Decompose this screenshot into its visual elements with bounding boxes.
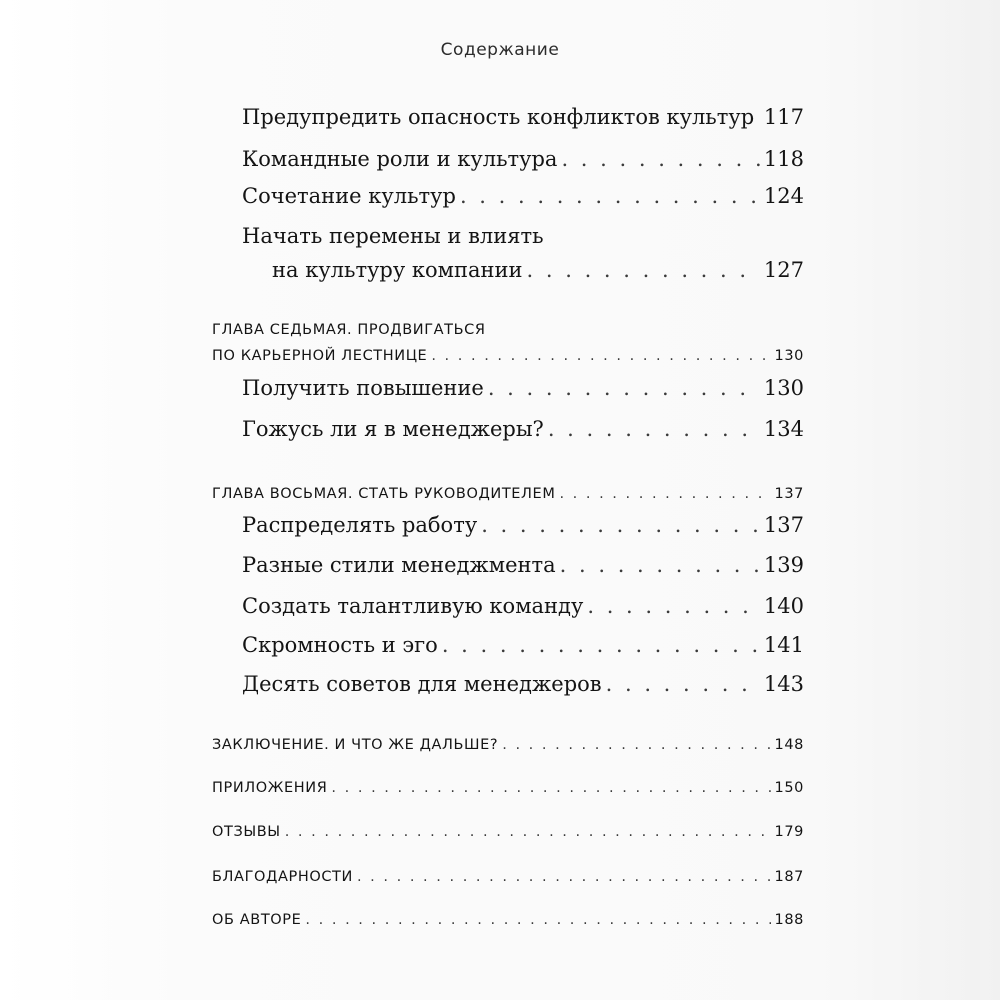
page-header-title: Содержание [440, 40, 560, 60]
toc-entry-title: Предупредить опасность конфликтов культур [242, 105, 755, 129]
toc-entry [242, 376, 804, 406]
toc-entry-page: 127 [763, 258, 804, 282]
toc-entry-page: 139 [763, 553, 804, 577]
dot-leader [488, 376, 760, 400]
toc-entry-page: 141 [763, 633, 804, 657]
chapter-title: БЛАГОДАРНОСТИ [212, 869, 353, 885]
chapter-page: 150 [774, 780, 804, 796]
chapter-title-line1: ГЛАВА СЕДЬМАЯ. ПРОДВИГАТЬСЯ [212, 322, 486, 338]
chapter-title: ОТЗЫВЫ [212, 824, 281, 840]
toc-entry-title: Распределять работу [242, 513, 478, 537]
toc-entry [242, 513, 804, 543]
toc-entry [242, 553, 804, 583]
toc-entry [242, 594, 804, 624]
chapter-entry [212, 912, 804, 934]
chapter-entry [212, 348, 804, 370]
chapter-title: ОБ АВТОРЕ [212, 912, 302, 928]
toc-entry-title: Гожусь ли я в менеджеры? [242, 417, 544, 441]
dot-leader [357, 869, 771, 885]
toc-entry-page: 130 [763, 376, 804, 400]
dot-leader [285, 824, 771, 840]
chapter-title: ГЛАВА ВОСЬМАЯ. СТАТЬ РУКОВОДИТЕЛЕМ [212, 486, 556, 502]
dot-leader [502, 737, 770, 753]
toc-entry-page: 124 [763, 184, 804, 208]
toc-entry-title-line1: Начать перемены и влиять [242, 224, 544, 248]
dot-leader [560, 553, 760, 577]
chapter-entry [212, 824, 804, 846]
toc-entry [242, 672, 804, 702]
toc-entry-title: Командные роли и культура [242, 147, 558, 171]
toc-entry-title: Сочетание культур [242, 184, 456, 208]
toc-entry-title: Создать талантливую команду [242, 594, 584, 618]
toc-entry-page: 117 [763, 105, 804, 129]
toc-entry [242, 105, 804, 135]
dot-leader [305, 912, 770, 928]
chapter-entry [212, 869, 804, 891]
chapter-page: 148 [774, 737, 804, 753]
dot-leader [606, 672, 760, 696]
toc-entry [242, 184, 804, 214]
dot-leader [442, 633, 760, 657]
dot-leader [587, 594, 760, 618]
chapter-page: 188 [774, 912, 804, 928]
toc-entry-page: 137 [763, 513, 804, 537]
dot-leader [559, 486, 770, 502]
chapter-entry [212, 737, 804, 759]
dot-leader [481, 513, 760, 537]
chapter-entry [212, 486, 804, 508]
chapter-title: ПРИЛОЖЕНИЯ [212, 780, 328, 796]
dot-leader [527, 258, 760, 282]
chapter-entry [212, 780, 804, 802]
toc-entry-page: 118 [763, 147, 804, 171]
toc-entry [242, 417, 804, 447]
chapter-page: 187 [774, 869, 804, 885]
toc-entry-title: Десять советов для менеджеров [242, 672, 602, 696]
dot-leader [431, 348, 770, 364]
toc-entry-title: Скромность и эго [242, 633, 438, 657]
dot-leader [758, 105, 760, 129]
toc-entry [272, 258, 804, 288]
chapter-page: 130 [774, 348, 804, 364]
dot-leader [561, 147, 759, 171]
toc-entry-page: 143 [763, 672, 804, 696]
chapter-page: 137 [774, 486, 804, 502]
toc-entry-title: Получить повышение [242, 376, 484, 400]
toc-entry [242, 147, 804, 177]
toc-entry-page: 134 [763, 417, 804, 441]
toc-entry-title: на культуру компании [272, 258, 523, 282]
toc-entry-page: 140 [763, 594, 804, 618]
toc-entry [242, 633, 804, 663]
chapter-title: ПО КАРЬЕРНОЙ ЛЕСТНИЦЕ [212, 348, 428, 364]
dot-leader [548, 417, 760, 441]
chapter-page: 179 [774, 824, 804, 840]
chapter-title: ЗАКЛЮЧЕНИЕ. И ЧТО ЖЕ ДАЛЬШЕ? [212, 737, 499, 753]
dot-leader [331, 780, 770, 796]
dot-leader [460, 184, 760, 208]
toc-entry-title: Разные стили менеджмента [242, 553, 556, 577]
